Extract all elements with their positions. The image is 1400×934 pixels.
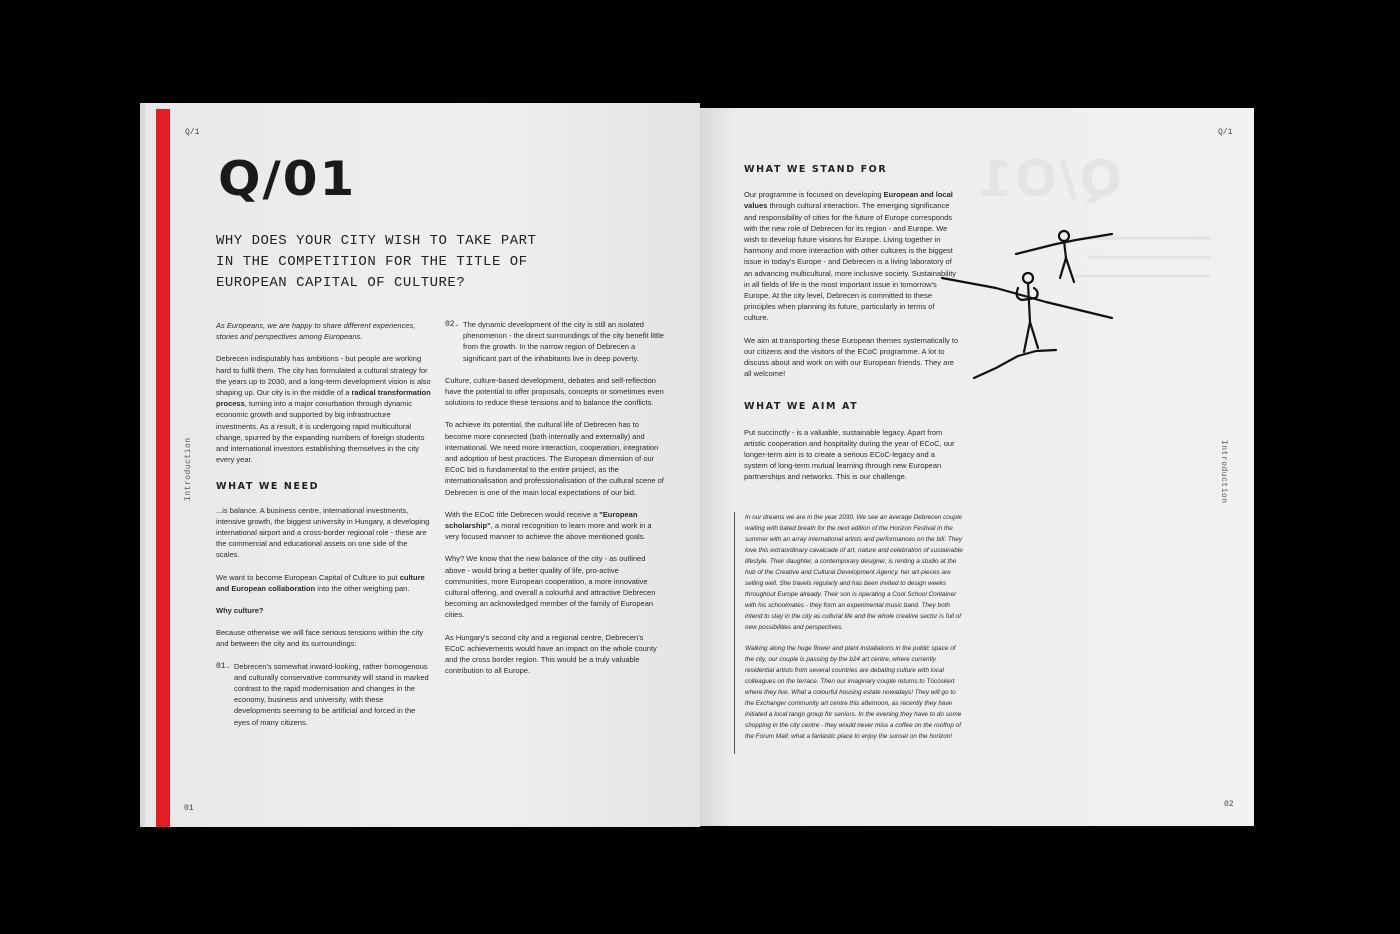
open-booklet	[140, 103, 1254, 829]
paragraph: Debrecen indisputably has ambitions - but people are working hard to fulfil them. The city has formulated a cultural strategy for the years up to 2030, and a long-term development vision is also shaping up. Our city is in the middle of a radical transformation process, turning into a major conurbation through dynamic economic growth and supported by big infrastructure investments. As a result, it is undergoing rapid multicultural change, spurred by the expanding numbers of foreign students and international investors establishing themselves in the city every year.	[216, 354, 431, 465]
question-line: EUROPEAN CAPITAL OF CULTURE?	[216, 275, 466, 291]
right-column	[744, 164, 960, 494]
side-label: Introduction	[1219, 440, 1228, 504]
paragraph: Our programme is focused on developing European and local values through cultural interaction. The emerging significance and responsibility of cities for the future of Europe corresponds with the new role of Debrecen for its region - and Europe. We wish to develop future visions for Europe. Living together in harmony and more interaction with other cultures is the biggest issue in today's Europe - and Debrecen is a living laboratory of an advancing multicultural, more inclusive society. Sustainability in all fields of life is the most important issue in tomorrow's Europe. At the city level, Debrecen is committed to these principles when planning its future, particularly in terms of culture.	[744, 190, 957, 323]
corner-label: Q/1	[185, 128, 200, 137]
red-spine-bar	[156, 109, 170, 827]
tightrope-walkers-illustration	[936, 226, 1126, 388]
paragraph: ...is balance. A business centre, international investments, intensive growth, the biggest university in Hungary, a developing international airport and a cross-border regional role - these are the commercial and educational assets on one side of the scales.	[216, 505, 430, 560]
quote-paragraph: Walking along the huge flower and plant installations in the public space of the city, our couple is passing by the b24 art centre, where currently residential artists from several countries are debating culture with local colleagues on the terrace. Then our imaginary couple returns to Tócóskert where they live. What a colourful housing estate nowadays! They will go to the Exchanger community art centre this afternoon, as recently they have initiated a local tango group for seniors. In the evening they have to do some shopping in the city centre - they would never miss a coffee on the rooftop of the Forum Mall: what a fantastic place to enjoy the sunset on the horizon!	[745, 645, 962, 740]
paragraph: Put succinctly - is a valuable, sustainable legacy. Apart from artistic cooperation and hospitality during the year of ECoC, our longer-term aim is to create a serious ECoC-legacy and a system of long-term mutual learning through new European partnerships and networks. This is our challenge.	[744, 427, 955, 482]
page-edge	[140, 103, 145, 827]
left-column-2	[445, 319, 665, 687]
paragraph: As Hungary's second city and a regional centre, Debrecen's ECoC achievements would have an impact on the whole county and the cross border region. This would be a truly valuable contribution to all Europe.	[445, 632, 657, 676]
list-item	[216, 661, 432, 728]
section-heading: WHAT WE AIM AT	[744, 401, 859, 413]
list-item	[445, 319, 665, 364]
section-heading: WHAT WE NEED	[216, 481, 320, 493]
question-line: WHY DOES YOUR CITY WISH TO TAKE PART	[216, 233, 537, 249]
quote-block	[734, 512, 965, 754]
page-title: Q/01	[218, 151, 357, 207]
paragraph: With the ECoC title Debrecen would receive a "European scholarship", a moral recognition to learn more and work in a very focused manner to achieve the above mentioned goals.	[445, 509, 652, 542]
question-heading	[216, 231, 576, 294]
question-line: IN THE COMPETITION FOR THE TITLE OF	[216, 254, 528, 270]
paragraph: We aim at transporting these European themes systematically to our citizens and the visitors of the ECoC programme. A lot to discuss about and work on with our European friends. They are all welcome!	[744, 335, 959, 379]
left-page	[140, 103, 700, 827]
list-text: Debrecen's somewhat inward-looking, rather homogenous and culturally conservative community will stand in marked contrast to the rapid modernisation and changes in the economy, business and university, with these developments seeming to be artificial and forced in the eyes of many citizens.	[234, 661, 429, 727]
paragraph: Because otherwise we will face serious tensions within the city and between the city and its surroundings:	[216, 628, 424, 649]
paragraph: Why? We know that the new balance of the city - as outlined above - would bring a better quality of life, pro-active communities, more European cooperation, a more innovative cultural offering, and overall a colourful and attractive Debrecen becoming an acknowledged member of the family of European cities.	[445, 554, 656, 620]
list-number: 01.	[216, 661, 231, 671]
list-text: The dynamic development of the city is still an isolated phenomenon - the direct surroundings of the city benefit little from the growth. In the narrow region of Debrecen a significant part of the inhabitants live in deep poverty.	[463, 320, 664, 363]
page-number: 02	[1224, 800, 1234, 809]
page-number: 01	[184, 804, 194, 813]
left-column-1	[216, 320, 432, 728]
intro-text: As Europeans, we are happy to share different experiences, stories and perspectives among Europeans.	[216, 321, 416, 342]
paragraph: We want to become European Capital of Culture to put culture and European collaboration into the other weighing pan.	[216, 572, 425, 593]
section-heading: WHAT WE STAND FOR	[744, 164, 888, 175]
right-page	[700, 108, 1254, 826]
corner-label: Q/1	[1218, 128, 1233, 137]
paragraph: Culture, culture-based development, debates and self-reflection have the potential to offer proposals, concepts or sometimes even solutions to reduce these tensions and to balance the conflicts.	[445, 375, 664, 408]
show-through-title: Q/O1	[976, 150, 1123, 208]
subheading: Why culture?	[216, 606, 264, 616]
list-number: 02.	[445, 320, 460, 329]
paragraph: To achieve its potential, the cultural life of Debrecen has to become more connected (both internally and externally) and international. We need more interaction, cooperation, integration and adoption of best practices. The European dimension of our ECoC bid is fundamental to the entire project, as the internationalisation and professionalisation of the cultural scene of Debrecen is one of the main local expectations of our bid.	[445, 420, 664, 497]
quote-paragraph: In our dreams we are in the year 2030. We see an average Debrecen couple waiting with bated breath for the next edition of the Horizon Festival in the summer with an array international artists and performances on the bill. They love this extraordinary cavalcade of art, nature and celebration of sustainable lifestyle. Their daughter, a contemporary designer, is renting a studio at the hub of the Creative and Cultural Development Agency, her art-pieces are selling well. She travels regularly and has been invited to design weeks throughout Europe already. Their son is operating a Cool School Container with his schoolmates - they form an experimental music band. They both intend to stay in the city as cultural life and the whole creative sector is full of new possibilities and perspectives.	[745, 514, 963, 631]
show-through-text: ▬▬▬▬▬▬▬▬▬▬▬▬▬▬▬▬▬▬ ▬▬▬▬▬▬▬▬▬▬▬▬▬▬▬▬▬ ▬▬▬▬▬▬▬▬▬▬▬▬▬▬▬▬▬▬▬	[1073, 230, 1210, 282]
side-label: Introduction	[184, 437, 193, 501]
